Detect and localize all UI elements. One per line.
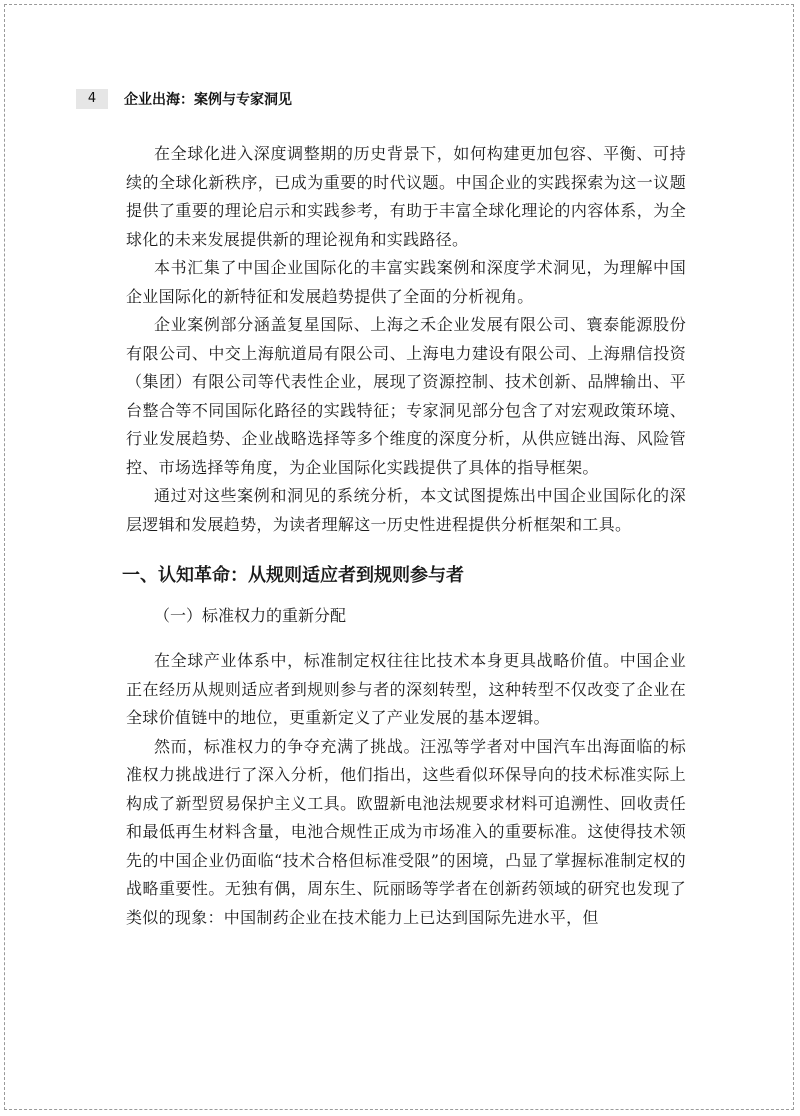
body-paragraph: 通过对这些案例和洞见的系统分析，本文试图提炼出中国企业国际化的深层逻辑和发展趋势，为读者理解这一历史性进程提供分析框架和工具。	[126, 486, 686, 534]
body-paragraph: 企业案例部分涵盖复星国际、上海之禾企业发展有限公司、寰泰能源股份有限公司、中交上海航道局有限公司、上海电力建设有限公司、上海鼎信投资（集团）有限公司等代表性企业，展现了资源控制、技术创新、品牌输出、平台整合等不同国际化路径的实践特征；专家洞见部分包含了对宏观政策环境、行业发展趋势、企业战略选择等多个维度的深度分析，从供应链出海、风险管控、市场选择等角度，为企业国际化实践提供了具体的指导框架。	[126, 315, 686, 477]
subsection-heading: （一）标准权力的重新分配	[154, 606, 347, 625]
body-paragraph: 在全球化进入深度调整期的历史背景下，如何构建更加包容、平衡、可持续的全球化新秩序，已成为重要的时代议题。中国企业的实践探索为这一议题提供了重要的理论启示和实践参考，有助于丰富全球化理论的内容体系，为全球化的未来发展提供新的理论视角和实践路径。	[126, 144, 686, 249]
book-title: 企业出海：案例与专家洞见	[124, 92, 292, 108]
running-header	[76, 88, 676, 110]
body-paragraph: 在全球产业体系中，标准制定权往往比技术本身更具战略价值。中国企业正在经历从规则适应者到规则参与者的深刻转型，这种转型不仅改变了企业在全球价值链中的地位，更重新定义了产业发展的基本逻辑。	[126, 651, 686, 727]
page-number: 4	[76, 89, 108, 109]
body-paragraph: 然而，标准权力的争夺充满了挑战。汪泓等学者对中国汽车出海面临的标准权力挑战进行了深入分析，他们指出，这些看似环保导向的技术标准实际上构成了新型贸易保护主义工具。欧盟新电池法规要求材料可追溯性、回收责任和最低再生材料含量，电池合规性正成为市场准入的重要标准。这使得技术领先的中国企业仍面临“技术合格但标准受限”的困境，凸显了掌握标准制定权的战略重要性。无独有偶，周东生、阮丽旸等学者在创新药领域的研究也发现了类似的现象：中国制药企业在技术能力上已达到国际先进水平，但	[126, 736, 686, 927]
page-body	[122, 140, 686, 932]
section-heading: 一、认知革命：从规则适应者到规则参与者	[122, 565, 464, 586]
body-paragraph: 本书汇集了中国企业国际化的丰富实践案例和深度学术洞见，为理解中国企业国际化的新特征和发展趋势提供了全面的分析视角。	[126, 258, 686, 306]
